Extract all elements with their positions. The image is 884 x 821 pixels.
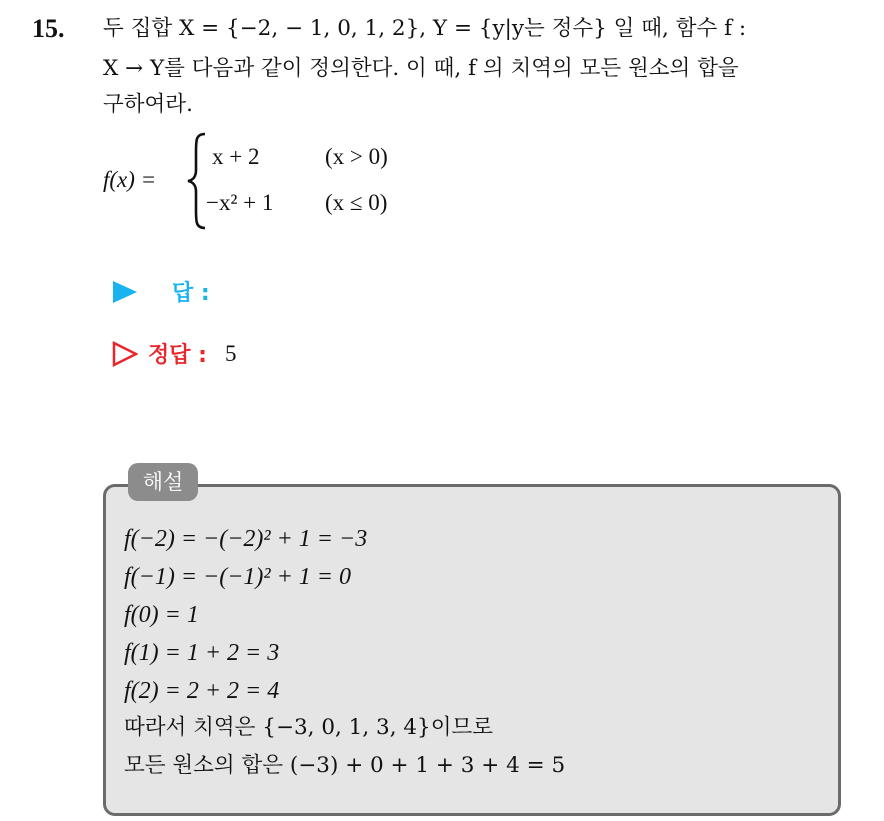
question-number: 15. <box>32 14 65 43</box>
left-brace <box>186 132 208 230</box>
solution-line-1: f(−2) = −(−2)² + 1 = −3 <box>124 526 368 552</box>
answer-label: 답 : <box>172 281 210 306</box>
case-1-expression: x + 2 <box>212 144 260 169</box>
question-line-2: X → Y를 다음과 같이 정의한다. 이 때, f 의 치역의 모든 원소의 합을 <box>103 56 739 81</box>
solution-line-2: f(−1) = −(−1)² + 1 = 0 <box>124 564 352 590</box>
case-1-condition: (x > 0) <box>325 144 388 169</box>
answer-row <box>112 276 210 307</box>
solution-line-7: 모든 원소의 합은 (−3) + 0 + 1 + 3 + 4 = 5 <box>124 753 566 778</box>
solution-line-5: f(2) = 2 + 2 = 4 <box>124 678 280 704</box>
case-2-expression: −x² + 1 <box>206 190 274 215</box>
case-2-condition: (x ≤ 0) <box>325 190 388 215</box>
function-lhs: f(x) = <box>103 167 157 192</box>
correct-answer-row <box>112 338 236 369</box>
play-triangle-icon <box>112 280 138 304</box>
solution-line-4: f(1) = 1 + 2 = 3 <box>124 640 280 666</box>
correct-answer-value: 5 <box>224 340 237 366</box>
question-line-3: 구하여라. <box>103 92 193 117</box>
solution-line-3: f(0) = 1 <box>124 602 199 628</box>
question-line-1: 두 집합 X = {−2, − 1, 0, 1, 2}, Y = {y|y는 정수} 일 때, 함수 f : <box>103 16 747 41</box>
explanation-tag: 해설 <box>128 463 198 501</box>
outline-triangle-icon <box>112 341 138 367</box>
solution-line-6: 따라서 치역은 {−3, 0, 1, 3, 4}이므로 <box>124 715 494 740</box>
correct-answer-label: 정답 : <box>148 343 207 368</box>
